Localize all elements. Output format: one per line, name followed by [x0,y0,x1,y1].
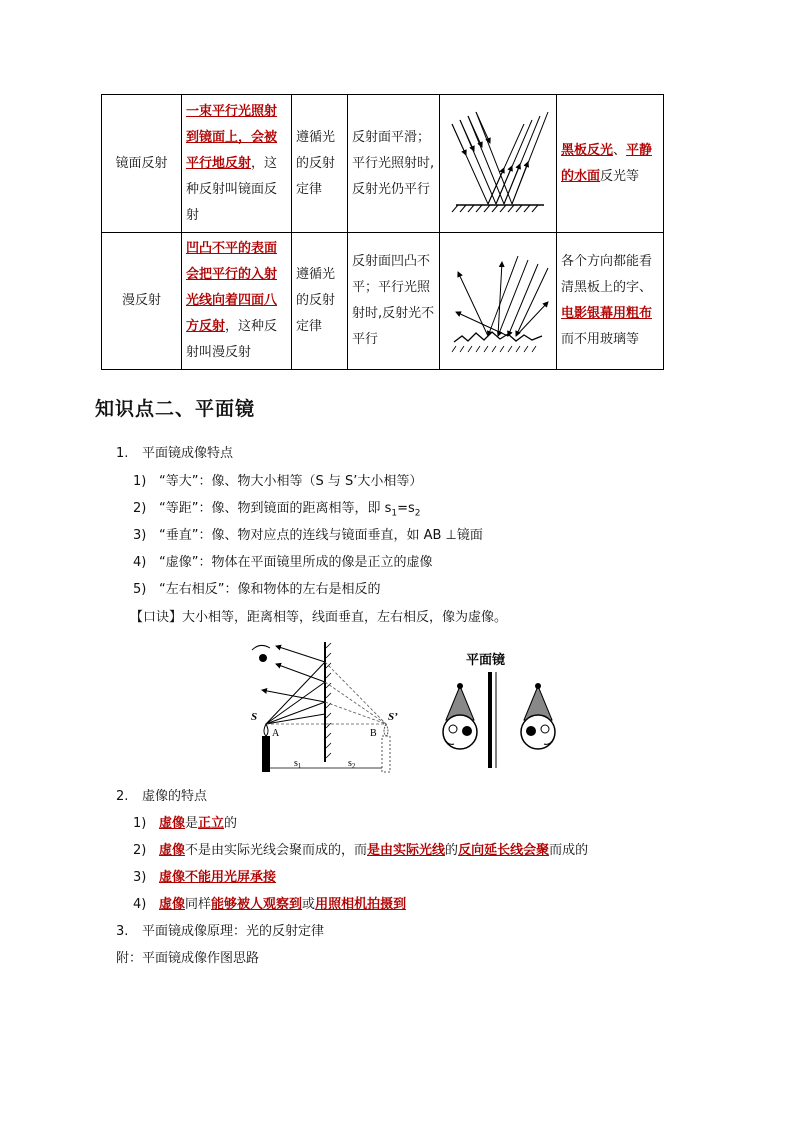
list-item-text: 的 [224,816,238,831]
subscript: 2 [414,508,421,519]
list-heading [116,445,233,463]
example-emphasis: 平静的水面 [561,142,653,184]
example-text: 各个方向都能看清黑板上的字、 [561,254,653,295]
list-item-text: “等距”：像、物到镜面的距离相等，即 s [159,501,392,516]
list-item-text: “垂直”：像、物对应点的连线与镜面垂直，如 AB ⊥镜面 [159,528,483,543]
example-text: 而不用玻璃等 [561,332,640,347]
list-number: 3) [133,870,147,885]
list-heading-text: 平面镜成像原理：光的反射定律 [142,924,325,939]
mirror-title: 平面镜 [466,653,506,668]
label-s1: $s_1$ [294,758,302,770]
law-cell: 遵循光的反射定律 [292,95,348,233]
example-emphasis: 电影银幕用粗布 [561,306,653,321]
list-item [133,842,588,860]
reflection-type: 漫反射 [102,233,182,370]
emphasis: 能够被人观察到 [211,897,303,912]
list-item-text: 或 [302,897,316,912]
list-number: 1) [133,474,147,489]
list-number: 1. [116,446,129,461]
list-item-text: 是 [185,816,199,831]
reflection-table [101,94,664,370]
emphasis: 虚像 [159,816,186,831]
list-heading [116,923,324,941]
definition-text: ，这种反射叫镜面反射 [186,155,278,223]
list-item [133,896,406,914]
equation-text: =s [397,501,415,516]
list-item [133,869,276,887]
table-row [102,95,664,233]
list-number: 2) [133,843,147,858]
list-number: 1) [133,816,147,831]
list-item-text: 同样 [185,897,212,912]
list-number: 3) [133,528,147,543]
subscript: 1 [391,508,398,519]
list-heading-text: 平面镜成像特点 [142,446,234,461]
eye-icon [259,654,267,662]
table-row [102,233,664,370]
list-item [133,500,421,523]
eye-icon [252,645,270,650]
list-item [133,473,422,491]
emphasis: 用照相机拍摄到 [315,897,407,912]
plane-mirror-figure [248,638,558,778]
definition-cell [182,95,292,233]
diffuse-reflection-figure [440,233,557,370]
list-item-text: “左右相反”：像和物体的左右是相反的 [159,582,381,597]
definition-text: ，这种反射叫漫反射 [186,319,278,360]
mirror-bar [488,672,492,768]
emphasis: 正立 [198,816,225,831]
flame-icon [264,724,268,736]
definition-emphasis: 一束平行光照射到镜面上，会被平行地反射 [186,103,278,171]
example-text: 反光等 [600,168,640,184]
emphasis: 虚像不能用光屏承接 [159,870,277,885]
reflection-type: 镜面反射 [102,95,182,233]
label-s2: $s_2$ [348,758,356,770]
list-number: 3. [116,924,129,939]
person-image-icon [521,683,555,749]
example-cell [557,95,664,233]
list-number: 5) [133,582,147,597]
example-separator: 、 [613,142,627,158]
list-item [133,527,483,545]
list-item [133,815,237,833]
definition-emphasis: 凹凸不平的表面会把平行的入射光线向着四面八方反射 [186,241,278,334]
list-item-text: 而成的 [549,843,589,858]
definition-cell [182,233,292,370]
list-number: 4) [133,897,147,912]
section-title: 知识点二、平面镜 [95,398,256,420]
mnemonic [130,609,507,627]
label-S: S [251,711,258,723]
list-number: 4) [133,555,147,570]
candle-icon [262,736,270,772]
list-item [133,554,432,572]
mnemonic-text: 大小相等，距离相等，线面垂直，左右相反，像为虚像。 [182,610,508,625]
list-item-text: 不是由实际光线会聚而成的，而 [185,843,368,858]
flame-image-icon [384,724,388,736]
candle-image-icon [382,736,390,772]
label-B: B [370,728,377,739]
person-icon [443,683,477,749]
list-item-text: “等大”：像、物大小相等（S 与 S’大小相等） [159,474,423,489]
feature-cell: 反射面平滑；平行光照射时,反射光仍平行 [348,95,440,233]
list-item [133,581,380,599]
list-heading-text: 虚像的特点 [142,789,208,804]
appendix-text: 附：平面镜成像作图思路 [116,951,260,966]
list-item-text: “虚像”：物体在平面镜里所成的像是正立的虚像 [159,555,433,570]
emphasis: 反向延长线会聚 [458,843,550,858]
feature-cell: 反射面凹凸不平；平行光照射时,反射光不平行 [348,233,440,370]
list-number: 2) [133,501,147,516]
emphasis: 是由实际光线 [367,843,446,858]
specular-reflection-figure [440,95,557,233]
emphasis: 虚像 [159,843,186,858]
list-number: 2. [116,789,129,804]
law-cell: 遵循光的反射定律 [292,233,348,370]
list-heading [116,788,207,806]
label-A: A [272,728,280,739]
example-cell [557,233,664,370]
example-emphasis: 黑板反光 [561,142,614,158]
emphasis: 虚像 [159,897,186,912]
list-item-text: 的 [445,843,459,858]
mnemonic-label: 【口诀】 [130,610,183,625]
label-S-prime: S’ [388,711,398,723]
